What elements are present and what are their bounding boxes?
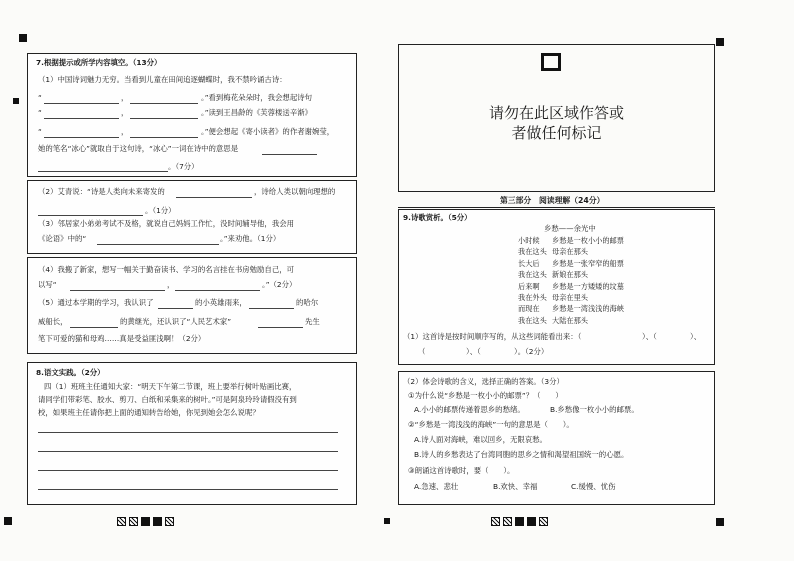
- page-mark: [129, 517, 138, 526]
- q9-line: （: [418, 347, 426, 356]
- registration-mark: [716, 518, 724, 526]
- q7-line: 。”便会想起《寄小读者》的作者谢婉莹，: [201, 127, 335, 136]
- q8-line: 四（1）班班主任通知大家：“明天下午第二节课，班上要举行树叶贴画比赛，: [44, 382, 297, 391]
- q7-line: 的哈尔: [296, 298, 319, 307]
- poem-title: 乡愁——余光中: [544, 224, 596, 233]
- answer-blank[interactable]: [176, 197, 252, 198]
- answer-blank[interactable]: [70, 327, 118, 328]
- answer-blank[interactable]: [262, 154, 317, 155]
- poem-line-text: 乡愁是一方矮矮的坟墓: [552, 281, 624, 291]
- registration-mark: [4, 517, 12, 525]
- q9-option[interactable]: A.小小的邮票传递着思乡的愁绪。: [414, 405, 525, 414]
- q7-line: （5）通过本学期的学习，我认识了: [38, 298, 154, 307]
- q8-line: 校，如果班主任请你把上面的通知转告给她，你见到她会怎么说呢？: [38, 408, 260, 417]
- registration-mark: [716, 38, 724, 46]
- registration-mark: [19, 34, 27, 42]
- q7-line: ，: [121, 93, 129, 102]
- q8-line: 请同学们带彩笔、胶水、剪刀、白纸和采集来的树叶。”可是阿泉玲玲请假没有到: [38, 395, 297, 404]
- q7-line: （3）邻居家小弟弟考试不及格，就说自己妈妈工作忙，没时间辅导他，我会用: [38, 219, 294, 228]
- q9-option[interactable]: A.诗人面对海峡，难以回乡，无限哀愁。: [414, 435, 547, 444]
- square-mark: [541, 53, 561, 71]
- poem-line-lead: 我在外头: [518, 293, 547, 303]
- q7-line: （2）艾青说：“诗是人类向未来寄发的: [38, 187, 165, 196]
- answer-blank[interactable]: [44, 118, 119, 119]
- poem-line-lead: 而现在: [518, 304, 540, 314]
- q9-title: 9.诗歌赏析。（5分）: [403, 213, 472, 222]
- q7-line: “: [38, 93, 42, 102]
- poem-line: [518, 315, 624, 326]
- section-title: 第三部分 阅读理解（24分）: [500, 196, 605, 205]
- poem-line-text: 乡愁是一张窄窄的船票: [552, 258, 624, 268]
- poem-line-text: 乡愁是一枚小小的邮票: [552, 236, 624, 245]
- page-mark: [539, 517, 548, 526]
- q7-line: 。（1分）: [145, 206, 176, 215]
- answer-line[interactable]: [38, 489, 338, 490]
- page-mark: [117, 517, 126, 526]
- q7-title: 7.根据提示或所学内容填空。（13分）: [36, 58, 162, 67]
- page-mark: [165, 517, 174, 526]
- q9-line: （2）体会诗歌的含义，选择正确的答案。（3分）: [403, 377, 564, 386]
- poem-line-text: 大陆在那头: [552, 315, 588, 325]
- page-mark: [527, 517, 536, 526]
- poem-line-lead: 小时候: [518, 236, 540, 245]
- answer-blank[interactable]: [97, 244, 219, 245]
- page-marks: [491, 517, 548, 526]
- answer-line[interactable]: [38, 432, 338, 433]
- q7-line: “: [38, 127, 42, 136]
- poem-line-lead: 我在这头: [518, 315, 547, 325]
- answer-blank[interactable]: [38, 171, 168, 172]
- registration-mark: [384, 518, 390, 524]
- page-mark: [515, 517, 524, 526]
- poem-line-lead: 长大后: [518, 258, 540, 268]
- poem-line: [518, 269, 624, 280]
- q7-line: 《论语》中的“: [38, 234, 87, 243]
- registration-mark: [13, 98, 19, 104]
- answer-blank[interactable]: [44, 137, 119, 138]
- poem-line: [518, 281, 624, 292]
- poem-line: [518, 235, 624, 246]
- section-rule: [398, 207, 715, 208]
- poem-line-text: 乡愁是一湾浅浅的海峡: [552, 304, 624, 314]
- answer-blank[interactable]: [175, 290, 260, 291]
- poem-line-lead: 我在这头: [518, 247, 547, 257]
- q7-line: ，: [121, 108, 129, 117]
- q7-line: 威船长，: [38, 317, 68, 326]
- answer-line[interactable]: [38, 451, 338, 452]
- q7-line: 。（7分）: [168, 162, 199, 171]
- q7-line: ，诗给人类以朝向理想的: [254, 187, 336, 196]
- answer-blank[interactable]: [258, 327, 303, 328]
- q9-option[interactable]: A.急速、悲壮: [414, 482, 459, 491]
- q7-line: 笔下可爱的猫和母鸡……真是受益匪浅啊！（2分）: [38, 334, 206, 343]
- q9-line: （1）这首诗是按时间顺序写的，从这些词能看出来：（: [403, 332, 582, 341]
- poem-line-text: 母亲在那头: [552, 247, 588, 257]
- poem: [518, 235, 624, 326]
- q9-line: ）、（: [642, 332, 657, 341]
- q9-option[interactable]: B.乡愁像一枚小小的邮票。: [550, 405, 639, 414]
- q7-line: ，: [121, 127, 129, 136]
- page-marks: [117, 517, 174, 526]
- poem-line: [518, 292, 624, 303]
- answer-blank[interactable]: [130, 118, 198, 119]
- no-answer-text: 请勿在此区域作答或: [488, 104, 624, 122]
- answer-blank[interactable]: [249, 308, 294, 309]
- poem-line-lead: 我在这头: [518, 270, 547, 280]
- poem-line: [518, 246, 624, 257]
- q7-line: 的黄继光，还认识了“人民艺术家”: [120, 317, 232, 326]
- q7-line: 的小英雄雨来，: [195, 298, 247, 307]
- q7-line: “: [38, 108, 42, 117]
- q7-line: （4）我搬了新家，想写一幅关于勤奋读书、学习的名言挂在书房勉励自己，可: [38, 265, 294, 274]
- q7-line: 。”来劝他。（1分）: [220, 234, 281, 243]
- poem-line: [518, 303, 624, 314]
- answer-blank[interactable]: [44, 103, 119, 104]
- q7-line: 。”读到王昌龄的《芙蓉楼送辛渐》: [201, 108, 312, 117]
- q9-option[interactable]: B.欢快、幸福: [493, 482, 538, 491]
- q7-line: 以写“: [38, 280, 57, 289]
- q9-line: ③朗诵这首诗歌时，要（ ）。: [408, 466, 515, 475]
- answer-line[interactable]: [38, 470, 338, 471]
- answer-blank[interactable]: [130, 137, 198, 138]
- page-mark: [491, 517, 500, 526]
- answer-blank[interactable]: [70, 290, 165, 291]
- q7-line: 她的笔名“冰心”就取自于这句诗，“冰心”一词在诗中的意思是: [38, 144, 239, 153]
- answer-blank[interactable]: [158, 308, 193, 309]
- page-mark: [153, 517, 162, 526]
- answer-blank[interactable]: [38, 215, 143, 216]
- q7-line: 。”（2分）: [262, 280, 297, 289]
- q9-line: ）。（2分）: [514, 347, 549, 356]
- answer-blank[interactable]: [130, 103, 198, 104]
- q8-title: 8.语文实践。（2分）: [36, 368, 105, 377]
- q7-line: （1）中国诗词魅力无穷。当看到儿童在田间追逐蝴蝶时，我不禁吟诵古诗：: [38, 75, 287, 84]
- page-mark: [141, 517, 150, 526]
- no-answer-text: 者做任何标记: [511, 124, 602, 142]
- q9-option[interactable]: C.缓慢、忧伤: [571, 482, 616, 491]
- q9-line: ①为什么说“乡愁是一枚小小的邮票”？（ ）: [408, 391, 563, 400]
- q7-line: ，: [167, 280, 175, 289]
- q9-line: ②“乡愁是一湾浅浅的海峡”一句的意思是（ ）。: [408, 420, 574, 429]
- q7-line: 。”看到梅花朵朵时，我会想起诗句: [201, 93, 312, 102]
- poem-line: [518, 258, 624, 269]
- page-mark: [503, 517, 512, 526]
- poem-line-lead: 后来啊: [518, 281, 540, 291]
- poem-line-text: 母亲在里头: [552, 293, 588, 303]
- q7-line: 先生: [305, 317, 320, 326]
- poem-line-text: 新娘在那头: [552, 270, 588, 280]
- q9-option[interactable]: B.诗人的乡愁表达了台湾同胞的思乡之情和渴望祖国统一的心愿。: [414, 450, 629, 459]
- q9-line: ）、: [690, 332, 702, 341]
- q9-line: ）、（: [466, 347, 481, 356]
